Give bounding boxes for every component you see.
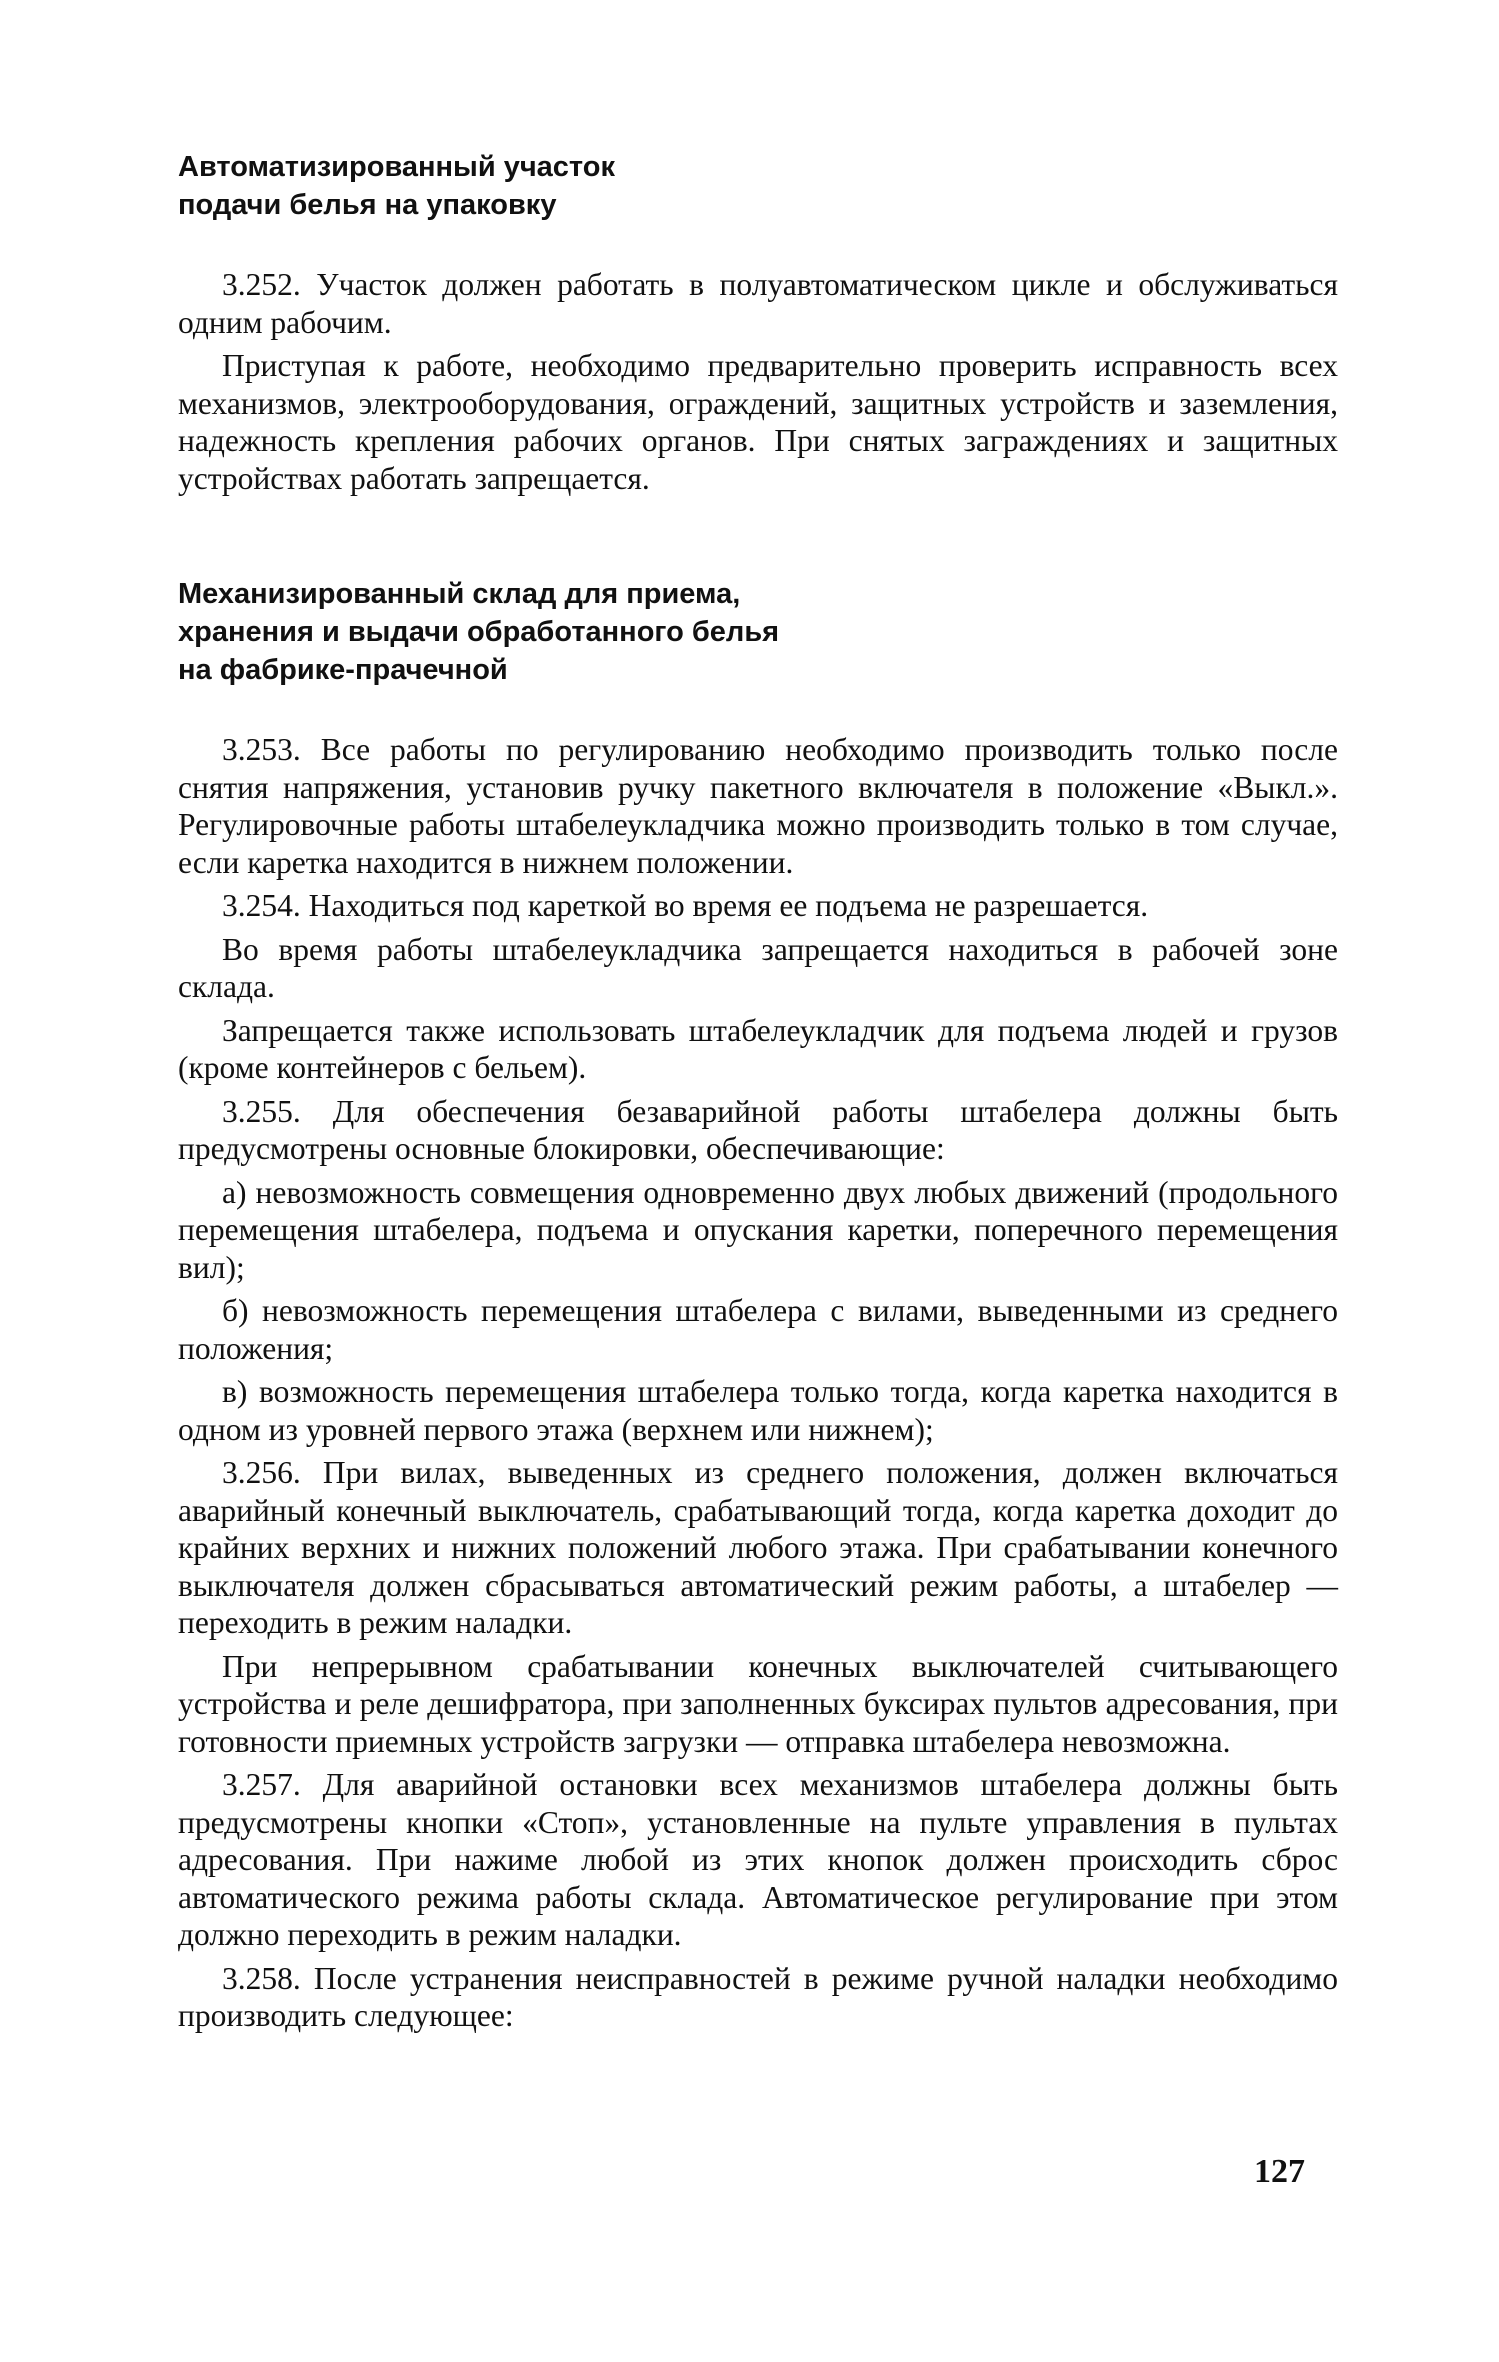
paragraph: Приступая к работе, необходимо предварительно проверить исправность всех механизмов, электрооборудования, ограждений, защитных устройств и заземления, надежность крепления рабочих органов. При снятых заграждениях и защитных устройствах работать запрещается. [178,348,1338,496]
page-body [178,148,1338,2041]
page-number: 127 [1254,2153,1305,2190]
paragraph: Запрещается также использовать штабелеукладчик для подъема людей и грузов (кроме контейнеров с бельем). [178,1012,1338,1085]
paragraph-3-256: 3.256. При вилах, выведенных из среднего положения, должен включаться аварийный конечный выключатель, срабатывающий тогда, когда каретка доходит до крайних верхних и нижних положений любого этажа. При срабатывании конечного выключателя должен сбрасываться автоматический режим работы, а штабелер — переходить в режим наладки. [178,1455,1338,1640]
paragraph-3-252: 3.252. Участок должен работать в полуавтоматическом цикле и обслуживаться одним рабочим. [178,267,1338,340]
heading-line: Автоматизированный участок [178,151,615,183]
heading-line: хранения и выдачи обработанного белья [178,616,780,648]
list-item-b: б) невозможность перемещения штабелера с вилами, выведенными из среднего положения; [178,1293,1338,1366]
list-item-a: а) невозможность совмещения одновременно двух любых движений (продольного перемещения штабелера, подъема и опускания каретки, поперечного перемещения вил); [178,1174,1338,1285]
section-heading-warehouse [178,575,1338,689]
paragraph: Во время работы штабелеукладчика запрещается находиться в рабочей зоне склада. [178,931,1338,1004]
list-item-c: в) возможность перемещения штабелера только тогда, когда каретка находится в одном из уровней первого этажа (верхнем или нижнем); [178,1374,1338,1447]
heading-line: Механизированный склад для приема, [178,578,741,610]
paragraph-3-253: 3.253. Все работы по регулированию необходимо производить только после снятия напряжения, установив ручку пакетного включателя в положение «Выкл.». Регулировочные работы штабелеукладчика можно производить только в том случае, если каретка находится в нижнем положении. [178,732,1338,880]
heading-line: подачи белья на упаковку [178,189,557,221]
paragraph-3-257: 3.257. Для аварийной остановки всех механизмов штабелера должны быть предусмотрены кнопки «Стоп», установленные на пульте управления в пультах адресования. При нажиме любой из этих кнопок должен происходить сброс автоматического режима работы склада. Автоматическое регулирование при этом должно переходить в режим наладки. [178,1767,1338,1952]
paragraph: При непрерывном срабатывании конечных выключателей считывающего устройства и реле дешифратора, при заполненных буксирах пультов адресования, при готовности приемных устройств загрузки — отправка штабелера невозможна. [178,1648,1338,1759]
heading-line: на фабрике-прачечной [178,654,508,686]
paragraph-3-254: 3.254. Находиться под кареткой во время ее подъема не разрешается. [222,888,1149,923]
section-heading-packing [178,148,1338,224]
paragraph-3-258: 3.258. После устранения неисправностей в режиме ручной наладки необходимо производить следующее: [178,1960,1338,2033]
paragraph-3-255: 3.255. Для обеспечения безаварийной работы штабелера должны быть предусмотрены основные блокировки, обеспечивающие: [178,1093,1338,1166]
